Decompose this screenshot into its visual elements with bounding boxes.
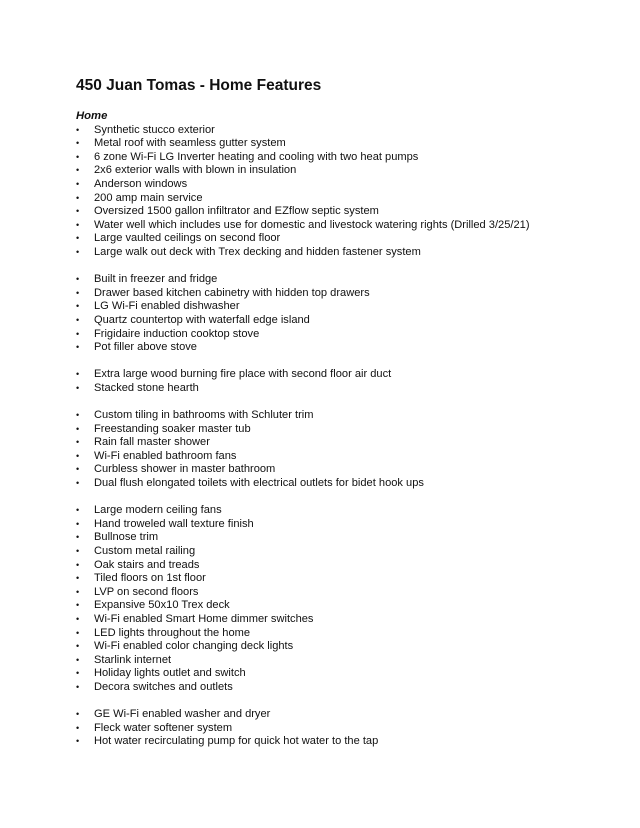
feature-list-item: • LG Wi-Fi enabled dishwasher [76, 300, 616, 314]
feature-list-item: • Dual flush elongated toilets with electrical outlets for bidet hook ups [76, 477, 616, 491]
feature-list-item: • Synthetic stucco exterior [76, 124, 616, 138]
feature-group [76, 504, 616, 694]
feature-list-item: • Large modern ceiling fans [76, 504, 616, 518]
feature-list-item: • Custom metal railing [76, 545, 616, 559]
feature-list-item: • LVP on second floors [76, 586, 616, 600]
feature-list-item: • Anderson windows [76, 178, 616, 192]
feature-list-item: • LED lights throughout the home [76, 627, 616, 641]
feature-list-item: • GE Wi-Fi enabled washer and dryer [76, 708, 616, 722]
feature-group [76, 273, 616, 355]
feature-list-item: • Drawer based kitchen cabinetry with hidden top drawers [76, 287, 616, 301]
feature-list-item: • Stacked stone hearth [76, 382, 616, 396]
feature-group [76, 708, 616, 749]
feature-list-item: • Water well which includes use for domestic and livestock watering rights (Drilled 3/25/21) [76, 219, 616, 233]
feature-list-item: • Wi-Fi enabled color changing deck lights [76, 640, 616, 654]
feature-list-item: • Freestanding soaker master tub [76, 423, 616, 437]
feature-group [76, 409, 616, 491]
feature-list-item: • Large vaulted ceilings on second floor [76, 232, 616, 246]
feature-list-item: • Starlink internet [76, 654, 616, 668]
feature-list-item: • 2x6 exterior walls with blown in insulation [76, 164, 616, 178]
document-page [76, 77, 616, 749]
feature-groups [76, 124, 616, 749]
feature-list-item: • Large walk out deck with Trex decking and hidden fastener system [76, 246, 616, 260]
feature-list-item: • Rain fall master shower [76, 436, 616, 450]
feature-group [76, 124, 616, 260]
feature-list-item: • Quartz countertop with waterfall edge island [76, 314, 616, 328]
feature-group [76, 368, 616, 395]
feature-list-item: • 6 zone Wi-Fi LG Inverter heating and cooling with two heat pumps [76, 151, 616, 165]
feature-list-item: • Expansive 50x10 Trex deck [76, 599, 616, 613]
feature-list-item: • Oak stairs and treads [76, 559, 616, 573]
feature-list-item: • Bullnose trim [76, 531, 616, 545]
feature-list-item: • Custom tiling in bathrooms with Schluter trim [76, 409, 616, 423]
feature-list-item: • Holiday lights outlet and switch [76, 667, 616, 681]
feature-list-item: • 200 amp main service [76, 192, 616, 206]
feature-list-item: • Hand troweled wall texture finish [76, 518, 616, 532]
feature-list-item: • Wi-Fi enabled Smart Home dimmer switches [76, 613, 616, 627]
feature-list-item: • Tiled floors on 1st floor [76, 572, 616, 586]
feature-list-item: • Frigidaire induction cooktop stove [76, 328, 616, 342]
feature-list-item: • Built in freezer and fridge [76, 273, 616, 287]
feature-list-item: • Extra large wood burning fire place with second floor air duct [76, 368, 616, 382]
feature-list-item: • Fleck water softener system [76, 722, 616, 736]
feature-list-item: • Oversized 1500 gallon infiltrator and EZflow septic system [76, 205, 616, 219]
feature-list-item: • Metal roof with seamless gutter system [76, 137, 616, 151]
feature-list-item: • Decora switches and outlets [76, 681, 616, 695]
document-title: 450 Juan Tomas - Home Features [76, 77, 322, 94]
feature-list-item: • Pot filler above stove [76, 341, 616, 355]
feature-list-item: • Wi-Fi enabled bathroom fans [76, 450, 616, 464]
feature-list-item: • Hot water recirculating pump for quick hot water to the tap [76, 735, 616, 749]
section-heading-home: Home [76, 110, 108, 122]
feature-list-item: • Curbless shower in master bathroom [76, 463, 616, 477]
